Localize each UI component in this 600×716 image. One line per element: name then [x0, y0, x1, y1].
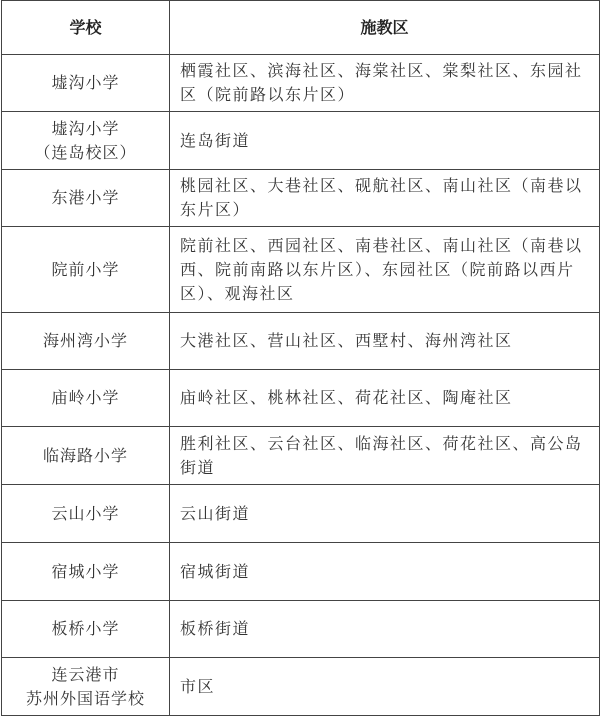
- school-name: 板桥小学: [51, 619, 120, 638]
- area-cell: 连岛街道: [170, 112, 600, 170]
- area-cell: 大港社区、营山社区、西墅村、海州湾社区: [170, 313, 600, 370]
- school-cell: [2, 55, 170, 112]
- area-cell: 院前社区、西园社区、南巷社区、南山社区（南巷以西、院前南路以东片区）、东园社区（院前路以西片区）、观海社区: [170, 227, 600, 313]
- school-name: 庙岭小学: [51, 388, 120, 407]
- school-name: 云山小学: [51, 503, 120, 523]
- school-cell: [2, 427, 170, 485]
- table-row: [2, 370, 600, 427]
- school-district-table: [1, 0, 600, 716]
- table-row: [2, 658, 600, 716]
- table-header-row: [2, 1, 600, 55]
- school-cell: [2, 112, 170, 170]
- school-name: 宿城小学: [51, 561, 120, 581]
- school-name: 墟沟小学: [51, 73, 120, 92]
- school-cell: [2, 485, 170, 543]
- school-cell: [2, 601, 170, 658]
- school-cell: [2, 313, 170, 370]
- school-name: 连云港市: [51, 664, 120, 684]
- table-row: [2, 170, 600, 227]
- school-cell: [2, 170, 170, 227]
- area-cell: 胜利社区、云台社区、临海社区、荷花社区、高公岛街道: [170, 427, 600, 485]
- table-row: [2, 485, 600, 543]
- school-name: 墟沟小学: [51, 118, 120, 138]
- area-cell: 桃园社区、大巷社区、砚航社区、南山社区（南巷以东片区）: [170, 170, 600, 227]
- table-row: [2, 55, 600, 112]
- table-row: [2, 313, 600, 370]
- area-cell: 市区: [170, 658, 600, 716]
- header-area: 施教区: [170, 1, 600, 55]
- school-name: 院前小学: [51, 259, 120, 279]
- school-campus: （连岛校区）: [34, 142, 137, 162]
- table-row: [2, 227, 600, 313]
- area-cell: 庙岭社区、桃林社区、荷花社区、陶庵社区: [170, 370, 600, 427]
- school-cell: [2, 658, 170, 716]
- header-school: 学校: [2, 1, 170, 55]
- school-name: 东港小学: [51, 188, 120, 207]
- school-name-line-2: 苏州外国语学校: [25, 688, 145, 708]
- school-name: 临海路小学: [42, 445, 128, 465]
- school-cell: [2, 227, 170, 313]
- area-cell: 栖霞社区、滨海社区、海棠社区、棠梨社区、东园社区（院前路以东片区）: [170, 55, 600, 112]
- area-cell: 云山街道: [170, 485, 600, 543]
- table-row: [2, 112, 600, 170]
- table-row: [2, 601, 600, 658]
- table-row: [2, 543, 600, 601]
- school-cell: [2, 543, 170, 601]
- table-row: [2, 427, 600, 485]
- school-cell: [2, 370, 170, 427]
- area-cell: 宿城街道: [170, 543, 600, 601]
- school-name: 海州湾小学: [42, 331, 128, 350]
- area-cell: 板桥街道: [170, 601, 600, 658]
